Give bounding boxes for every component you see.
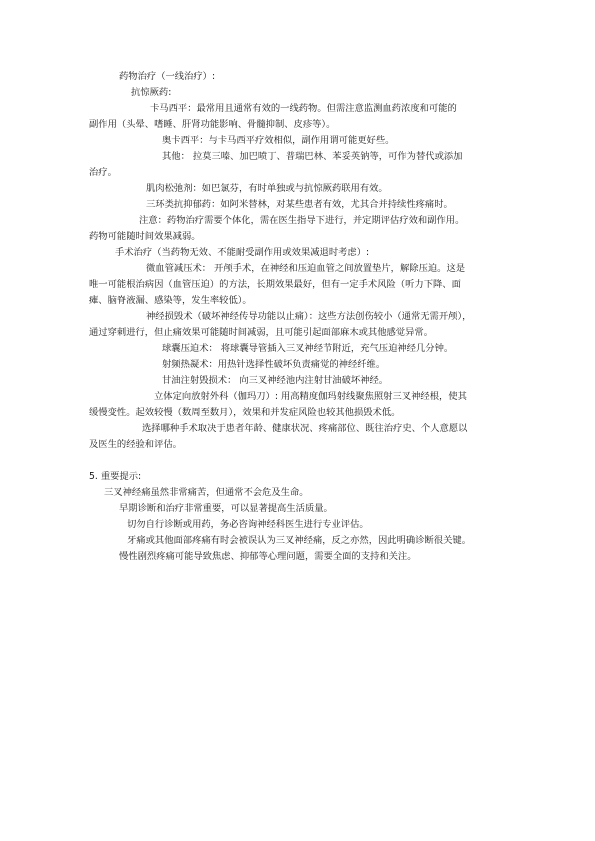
rf-text: 射频热凝术：用热针选择性破坏负责痛觉的神经纤维。 [162, 359, 386, 370]
glycerol-text: 甘油注射毁损术： 向三叉神经池内注射甘油破坏神经。 [162, 375, 389, 386]
other-drugs-text: 其他： 拉莫三嗪、加巴喷丁、普瑞巴林、苯妥英钠等，可作为替代或添加 [162, 151, 463, 162]
mvd-text: 微血管减压术： 开颅手术，在神经和压迫血管之间放置垫片，解除压迫。这是 [146, 263, 466, 274]
drug-note-text-cont: 药物可能随时间效果减弱。 [89, 231, 201, 242]
tip-item: 早期诊断和治疗非常重要，可以显著提高生活质量。 [119, 503, 333, 514]
muscle-relaxant-text: 肌肉松弛剂：如巴氯芬，有时单独或与抗惊厥药联用有效。 [146, 183, 388, 194]
surgery-choice-text: 选择哪种手术取决于患者年龄、健康状况、疼痛部位、既往治疗史、个人意愿以 [142, 423, 468, 434]
carbamazepine-text-cont: 副作用（头晕、嗜睡、肝肾功能影响、骨髓抑制、皮疹等）。 [89, 119, 336, 130]
balloon-text: 球囊压迫术： 将球囊导管插入三叉神经节附近，充气压迫神经几分钟。 [162, 343, 454, 354]
surgery-choice-text-cont: 及医生的经验和评估。 [89, 439, 182, 450]
gamma-knife-text: 立体定向放射外科（伽玛刀）: 用高精度伽玛射线聚焦照射三叉神经根，使其 [154, 391, 467, 402]
tip-item: 切勿自行诊断或用药，务必咨询神经科医生进行专业评估。 [127, 519, 369, 530]
mvd-text-cont-1: 唯一可能根治病因（血管压迫）的方法，长期效果最好，但有一定手术风险（听力下降、面 [89, 279, 461, 290]
ablation-text-cont: 通过穿刺进行，但止痛效果可能随时间减弱，且可能引起面部麻木或其他感觉异常。 [89, 327, 433, 338]
tip-item: 三叉神经痛虽然非常痛苦，但通常不会危及生命。 [104, 487, 309, 498]
drug-note-text: 注意：药物治疗需要个体化，需在医生指导下进行，并定期评估疗效和副作用。 [139, 215, 465, 226]
drug-treatment-heading: 药物治疗（一线治疗）: [119, 71, 216, 82]
surgery-heading: 手术治疗（当药物无效、不能耐受副作用或效果减退时考虑）: [115, 247, 370, 258]
ablation-text: 神经损毁术（破坏神经传导功能以止痛）：这些方法创伤较小（通常无需开颅）， [146, 311, 472, 322]
gamma-knife-text-cont: 缓慢变性。起效较慢（数周至数月），效果和并发症风险也较其他损毁术低。 [89, 407, 401, 418]
tips-heading: 5. 重要提示: [89, 471, 142, 482]
tip-item: 慢性剧烈疼痛可能导致焦虑、抑郁等心理问题，需要全面的支持和关注。 [119, 551, 417, 562]
tricyclic-text: 三环类抗抑郁药：如阿米替林，对某些患者有效，尤其合并持续性疼痛时。 [146, 199, 453, 210]
anticonvulsants-heading: 抗惊厥药: [131, 87, 172, 98]
other-drugs-text-cont: 治疗。 [89, 167, 117, 178]
mvd-text-cont-2: 瘫、脑脊液漏、感染等，发生率较低）。 [89, 295, 252, 306]
tip-item: 牙痛或其他面部疼痛有时会被误认为三叉神经痛，反之亦然，因此明确诊断很关键。 [127, 535, 471, 546]
oxcarbazepine-text: 奥卡西平：与卡马西平疗效相似，副作用谓可能更好些。 [162, 135, 395, 146]
carbamazepine-text: 卡马西平：最常用且通常有效的一线药物。但需注意监测血药浓度和可能的 [150, 103, 457, 114]
